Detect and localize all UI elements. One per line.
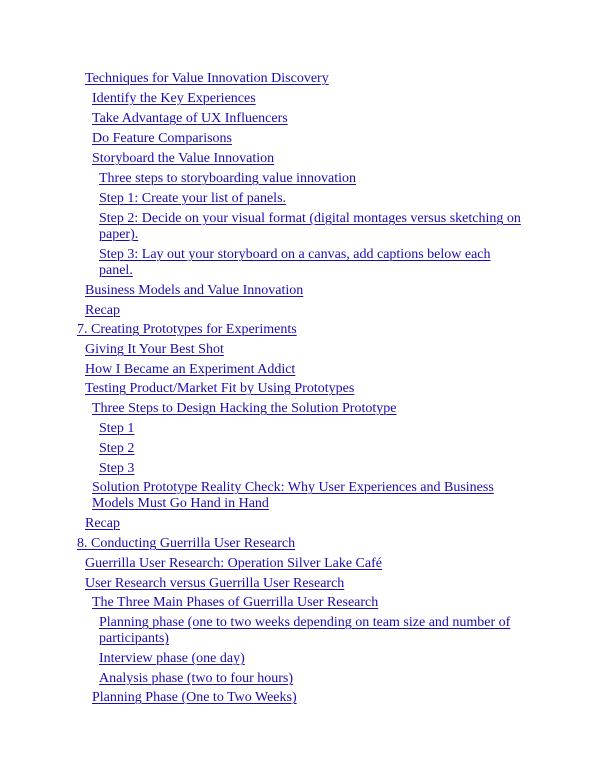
toc-link-recap-7[interactable]: Recap (85, 516, 120, 531)
toc-link-chapter-8-guerrilla-user-research[interactable]: 8. Conducting Guerrilla User Research (77, 536, 296, 551)
toc-link-chapter-7-creating-prototypes[interactable]: 7. Creating Prototypes for Experiments (77, 322, 297, 337)
toc-link-step1-list-of-panels[interactable]: Step 1: Create your list of panels. (99, 191, 287, 206)
toc-link-identify-key-experiences[interactable]: Identify the Key Experiences (92, 91, 256, 106)
toc-link-testing-product-market-fit[interactable]: Testing Product/Market Fit by Using Prototypes (85, 381, 355, 396)
toc-link-business-models-value-innovation[interactable]: Business Models and Value Innovation (85, 283, 304, 298)
toc-link-ux-influencers[interactable]: Take Advantage of UX Influencers (92, 111, 288, 126)
toc-link-giving-best-shot[interactable]: Giving It Your Best Shot (85, 342, 224, 357)
toc-link-planning-phase-detail[interactable]: Planning phase (one to two weeks depending on team size and number of participants) (99, 615, 511, 646)
toc-link-step-2[interactable]: Step 2 (99, 441, 135, 456)
toc-link-recap-6[interactable]: Recap (85, 303, 120, 318)
toc-link-storyboard-value-innovation[interactable]: Storyboard the Value Innovation (92, 151, 275, 166)
toc-link-three-main-phases[interactable]: The Three Main Phases of Guerrilla User Research (92, 595, 379, 610)
toc-link-experiment-addict[interactable]: How I Became an Experiment Addict (85, 362, 296, 377)
toc-link-analysis-phase[interactable]: Analysis phase (two to four hours) (99, 671, 294, 686)
toc-link-feature-comparisons[interactable]: Do Feature Comparisons (92, 131, 232, 146)
toc-link-three-steps-storyboarding[interactable]: Three steps to storyboarding value innovation (99, 171, 356, 186)
toc-link-step-3[interactable]: Step 3 (99, 461, 135, 476)
toc-link-solution-prototype-reality-check[interactable]: Solution Prototype Reality Check: Why User Experiences and Business Models Must Go Hand in Hand (92, 480, 494, 511)
toc-link-operation-silver-lake-cafe[interactable]: Guerrilla User Research: Operation Silver Lake Café (85, 556, 382, 571)
toc-link-interview-phase[interactable]: Interview phase (one day) (99, 651, 245, 666)
toc-link-step3-layout-storyboard[interactable]: Step 3: Lay out your storyboard on a canvas, add captions below each panel. (99, 247, 491, 278)
toc-link-three-steps-design-hacking[interactable]: Three Steps to Design Hacking the Solution Prototype (92, 401, 397, 416)
toc-link-step-1[interactable]: Step 1 (99, 421, 135, 436)
toc-link-planning-phase-section[interactable]: Planning Phase (One to Two Weeks) (92, 690, 297, 705)
toc-link-user-research-vs-guerrilla[interactable]: User Research versus Guerrilla User Research (85, 576, 345, 591)
toc-link-step2-visual-format[interactable]: Step 2: Decide on your visual format (digital montages versus sketching on paper). (99, 211, 521, 242)
toc-link-techniques-value-innovation-discovery[interactable]: Techniques for Value Innovation Discovery (85, 71, 329, 86)
